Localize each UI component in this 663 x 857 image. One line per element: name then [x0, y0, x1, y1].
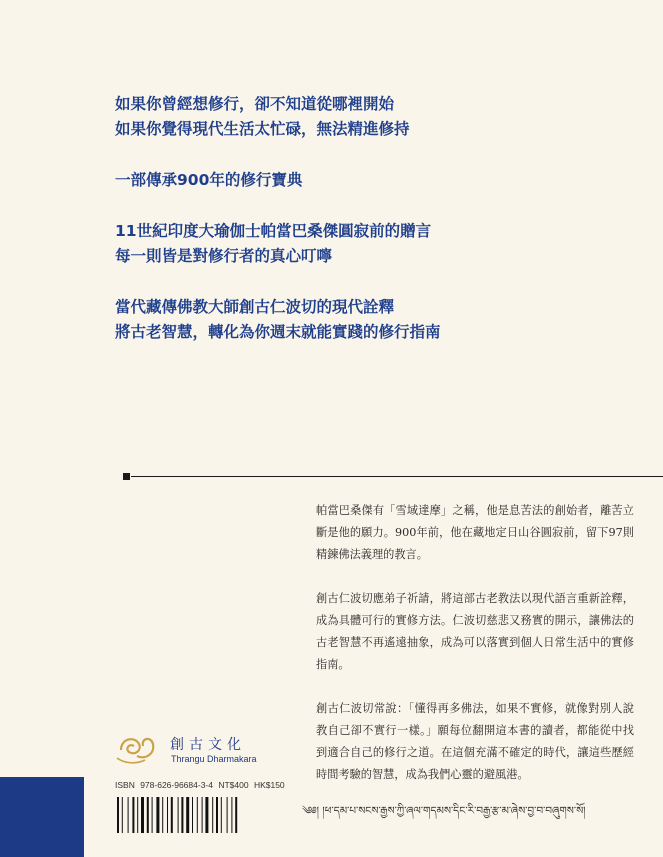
tagline-line: 當代藏傳佛教大師創古仁波切的現代詮釋 — [115, 298, 395, 316]
publisher-emblem-icon — [115, 730, 159, 766]
divider-marker — [123, 473, 130, 480]
tagline-line: 將古老智慧，轉化為你週末就能實踐的修行指南 — [115, 323, 441, 341]
tagline-group — [115, 219, 635, 269]
tagline-line: 如果你覺得現代生活太忙碌，無法精進修持 — [115, 120, 410, 138]
tagline-block — [115, 92, 635, 371]
description-paragraph-1: 帕當巴桑傑有「雪域達摩」之稱，他是息苦法的創始者，離苦立斷是他的願力。900年前，他在藏地定日山谷圓寂前，留下97則精鍊佛法義理的教言。 — [316, 504, 634, 561]
publisher-name-zh: 創古文化 — [170, 737, 246, 753]
tagline-line: 如果你曾經想修行，卻不知道從哪裡開始 — [115, 95, 395, 113]
barcode-icon — [115, 797, 271, 833]
tagline-line: 11世紀印度大瑜伽士帕當巴桑傑圓寂前的贈言 — [115, 222, 432, 240]
tibetan-title-line: ༄༅། །ཕ་དམ་པ་སངས་རྒྱས་ཀྱི་ཞལ་གདམས་དིང་རི་བརྒྱ་རྩ་མ་ཞེས་བྱ་བ་བཞུགས་སོ། — [302, 805, 586, 817]
tagline-line: 每一則皆是對修行者的真心叮嚀 — [115, 247, 333, 265]
divider-line — [131, 476, 663, 477]
isbn-price-line: ISBN 978-626-96684-3-4 NT$400 HK$150 — [115, 780, 285, 790]
tagline-line: 一部傳承900年的修行寶典 — [115, 171, 303, 189]
tagline-group — [115, 295, 635, 345]
publisher-logo — [115, 728, 285, 774]
description-paragraph-3: 創古仁波切常說：「懂得再多佛法，如果不實修，就像對別人說教自己卻不實行一樣。」願每位翻開這本書的讀者，都能從中找到適合自己的修行之道。在這個充滿不確定的時代，讓這些歷經時間考驗的智慧，成為我們心靈的避風港。 — [316, 702, 634, 781]
description-paragraph-2: 創古仁波切應弟子祈請，將這部古老教法以現代語言重新詮釋，成為具體可行的實修方法。仁波切慈悲又務實的開示，讓佛法的古老智慧不再遙遠抽象，成為可以落實到個人日常生活中的實修指南。 — [316, 592, 634, 671]
color-block — [0, 777, 84, 857]
tagline-group — [115, 92, 635, 142]
description-text — [316, 500, 634, 808]
publisher-name-en: Thrangu Dharmakara — [171, 754, 257, 764]
tagline-group — [115, 168, 635, 193]
